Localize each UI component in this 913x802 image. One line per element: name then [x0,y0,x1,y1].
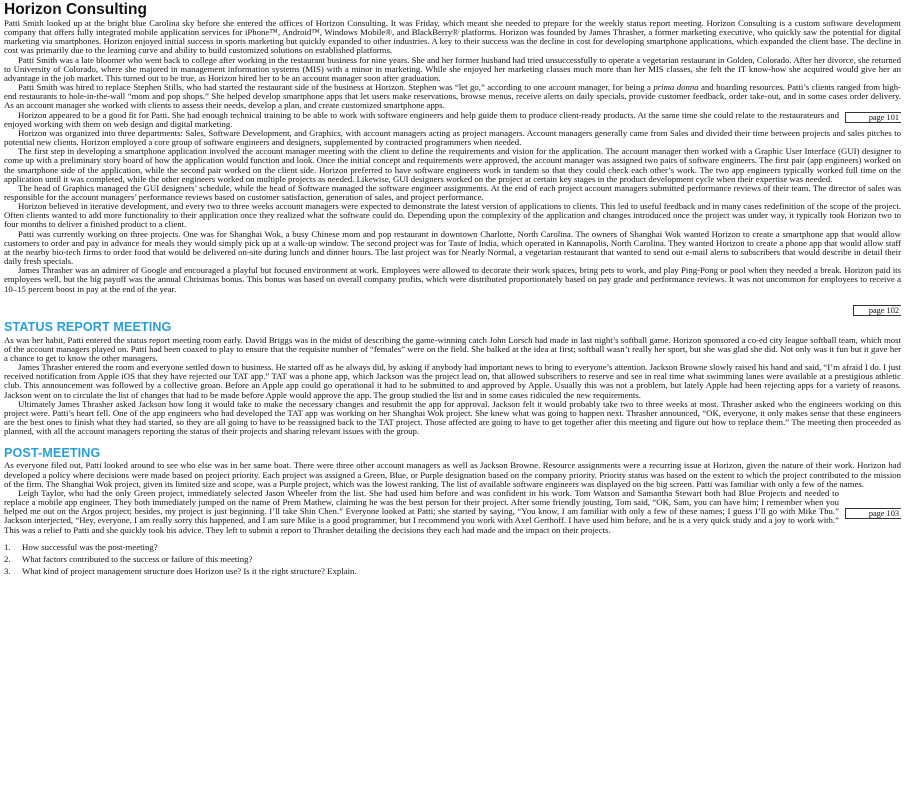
post-paragraph-1: As everyone filed out, Patti looked around to see who else was in her same boat. There were three other account managers as well as Jackson Browne. Resource assignments were a recurring issue at Horizon, given the nature of their work. Horizon had developed a policy where decisions were made based on project priority. Each project was assigned a Green, Blue, or Purple designation based on the company priority. Priority status was based on the extent to which the project contributed to the mission of the firm. The Shanghai Wok project, given its limited size and scope, was a Purple project, which was the lowest ranking. The list of available software engineers was displayed on the big screen. Patti was familiar with only a few of the names. [4,460,901,489]
prima-donna-emphasis: prima donna [653,82,699,93]
intro-paragraph-1: Patti Smith looked up at the bright blue Carolina sky before she entered the offices of Horizon Consulting. It was Friday, which meant she needed to prepare for the weekly status report meeting. Horizon Consulting is a custom software development company that offers fully integrated mobile application services for iPhone™, Android™, Windows Mobile®, and BlackBerry® platforms. Horizon was founded by James Thrasher, a former marketing executive, who quickly saw the potential for digital marketing via smartphones. Horizon enjoyed initial success in sports marketing but quickly expanded to other industries. A key to their success was the decline in cost for developing smartphone applications, which expanded the client base. The decline in cost was primarily due to the learning curve and ability to build customized solutions on established platforms. [4,18,901,56]
post-paragraph-2-text: Leigh Taylor, who had the only Green project, immediately selected Jason Wheeler from the list. She had used him before and was confident in his work. Tom Watson and Samantha Stewart both had Blue Projects and needed to replace a mobile app engineer. They both immediately jumped on the name of Prem Mathew, claiming he was the best person for their project. After some friendly jousting, Tom said, “OK, Sam, you can have him; I remember when you helped me out on the Argos project; besides, my project is just beginning. I’ll take Shin Chen.” Everyone looked at Patti; she started by saying, “You know, I am familiar with only a few of these names; I guess I’ll go with Mike Thu.” Jackson interjected, “Hey, everyone, I am really sorry this happened, and I am sure Mike is a good programmer, but I recommend you work with Axel Gerthoff. I have used him before, and he is a very quick study and a joy to work with.” This was a relief to Patti and she quickly took his advice. They left to submit a report to Thrasher detailing the decisions they each had made and the impact on their projects. [4,487,839,535]
intro-paragraph-8: Horizon believed in iterative development, and every two to three weeks account managers were expected to demonstrate the latest version of applications to clients. This led to useful feedback and in many cases redefinition of the scope of the project. Often clients wanted to add more functionality to their application once they realized what the software could do. Depending upon the complexity of the application and changes introduced once the project was under way, it typically took Horizon two to four months to deliver a finished product to a client. [4,201,901,230]
case-title: Horizon Consulting [4,1,147,18]
intro-paragraph-4-text: Horizon appeared to be a good fit for Patti. She had enough technical training to be able to work with software engineers and help guide them to produce client-ready products. At the same time she could relate to the restaurateurs and enjoyed working with them on web design and digital marketing. [4,109,839,129]
post-paragraph-2 [4,489,901,535]
status-paragraph-2: James Thrasher entered the room and everyone settled down to business. He started off as he always did, by asking if anybody had important news to bring to everyone’s attention. Jackson Browne slowly raised his hand and said, “I’m afraid I do. I just received notification from Apple iOS that they have rejected our TAT app.” TAT was a phone app, which Jackson was the project lead on, that allowed subscribers to reserve and see in real time what swimming lanes were available at a prestigious athletic club. This announcement was followed by a collective groan. Before an Apple app could go operational it had to be submitted to and approved by Apple. Usually this was not a problem, but lately Apple had been rejecting apps for a variety of reasons. Jackson went on to circulate the list of changes that had to be made before Apple would approve the app. The group studied the list and in some cases ridiculed the new requirements. [4,362,901,400]
intro-paragraph-9: Patti was currently working on three projects. One was for Shanghai Wok, a busy Chinese mom and pop restaurant in downtown Charlotte, North Carolina. The owners of Shanghai Wok wanted Horizon to create a smartphone app that would allow customers to order and pay in advance for meals they would simply pick up at a walk-up window. The second project was for Taste of India, which operated in Kannapolis, North Carolina. They wanted Horizon to create a phone app that would allow staff at the nearby bio-tech firms to order food that would be delivered on-site during lunch and dinner hours. The last project was for Nearly Normal, a vegetarian restaurant that wanted to send out e-mail alerts to subscribers that would describe in detail their daily fresh specials. [4,228,901,267]
intro-paragraph-2: Patti Smith was a late bloomer who went back to college after working in the restaurant business for nine years. She and her former husband had tried unsuccessfully to operate a vegetarian restaurant in Golden, Colorado. After her divorce, she returned to University of Colorado, where she majored in management information systems (MIS) with a minor in marketing. While she enjoyed her marketing classes much more than her MIS classes, she felt the IT know-how she acquired would give her an advantage in the job market. This turned out to be true, as Horizon hired her to be an account manager soon after graduation. [4,54,901,83]
intro-paragraph-6: The first step in developing a smartphone application involved the account manager meeting with the client to define the requirements and vision for the application. The account manager then worked with a Graphic User Interface (GUI) designer to come up with a preliminary story board of how the application would function and look. Once the initial concept and requirements were approved, the account manager was assigned two pairs of software engineers. The first pair (app engineers) worked on the smartphone side of the application, while the second pair worked on the client side. Horizon preferred to have software engineers work in tandem so that they could check each other’s work. The two app engineers typically worked full time on the application until it was completed, while the other engineers worked on multiple projects as needed. Likewise, GUI designers worked on the project at certain key stages in the product development cycle when their expertise was needed. [4,146,901,184]
question-number: 2. [4,554,11,565]
question-item [4,553,901,565]
intro-paragraph-3-part-b: and hoarding resources. Patti’s clients ranged from high-end restaurants to hole-in-the-wall “mom and pop shops.” She helped develop smartphone apps that let users make reservations, browse menus, receive alerts on daily specials, provide customer feedback, order take-out, and in some cases order delivery. As an account manager she worked with clients to assess their needs, develop a plan, and create customized smartphone apps. [4,82,902,111]
status-report-heading: STATUS REPORT MEETING [4,319,172,334]
intro-paragraph-10: James Thrasher was an admirer of Google and encouraged a playful but focused environment at work. Employees were allowed to decorate their work spaces, bring pets to work, and play Ping-Pong or pool when they needed a break. Horizon paid its employees well, but the big payoff was the annual Christmas bonus. This bonus was based on overall company profits, which were distributed proportionately based on pay grade and performance reviews. It was not uncommon for employees to receive a 10–15 percent boost in pay at the end of the year. [4,265,901,294]
question-text: What kind of project management structure does Horizon use? Is it the right structure? Explain. [22,566,357,577]
status-paragraph-3: Ultimately James Thrasher asked Jackson how long it would take to make the necessary changes and resubmit the app for approval. Jackson felt it would probably take two to three weeks at most. Thrasher asked who the engineers working on this project were. Patti’s heart fell. One of the app engineers who had developed the TAT app was working on her Shanghai Wok project. She knew what was going to happen next. Thrasher announced, “OK, everyone, it only makes sense that these engineers are the best ones to finish what they had started, so they are all going to have to be reassigned back to the TAT project. Those affected are going to have to get together after this meeting and figure out how to replace them.” The meeting then proceeded as planned, with all the account managers reporting the status of their projects and sharing relevant issues with the group. [4,398,901,437]
page-number-102: page 102 [853,305,901,316]
question-number: 1. [4,541,11,552]
intro-paragraph-5: Horizon was organized into three departments: Sales, Software Development, and Graphics, with account managers acting as project managers. Account managers generally came from Sales and divided their time between projects and sales pitches to potential new clients. Horizon employed a core group of software engineers and designers, supplemented by contracted programmers when needed. [4,127,901,148]
question-item [4,565,901,577]
intro-paragraph-7: The head of Graphics managed the GUI designers’ schedule, while the head of Software managed the software engineer assignments. At the end of each project account managers submitted performance reviews of their team. The director of sales was responsible for the account managers’ performance reviews based on customer satisfaction, generation of sales, and project performance. [4,182,901,202]
post-meeting-heading: POST-MEETING [4,446,101,461]
intro-paragraph-4 [4,111,901,129]
status-paragraph-1: As was her habit, Patti entered the status report meeting room early. David Briggs was in the midst of describing the game-winning catch John Lorsch had made in last night’s softball game. Horizon sponsored a co-ed city league softball team, which most of the account managers played on. Patti had been coaxed to play to ensure that the requisite number of “females” were on the field. She balked at the idea at first; softball wasn’t really her sport, but she was glad she did. Not only was it fun but it gave her a chance to get to know the other managers. [4,334,901,363]
question-item [4,541,901,553]
intro-paragraph-3-part-a: Patti Smith was hired to replace Stephen Stills, who had started the restaurant side of the business at Horizon. Stephen was “let go,” according to one account manager, for being a [18,82,654,93]
page-number-103: page 103 [845,508,901,519]
question-number: 3. [4,566,11,577]
page-number-101: page 101 [845,112,901,123]
question-text: What factors contributed to the success or failure of this meeting? [22,554,253,565]
question-text: How successful was the post-meeting? [22,541,158,552]
intro-paragraph-3 [4,83,901,110]
discussion-questions [4,541,901,578]
